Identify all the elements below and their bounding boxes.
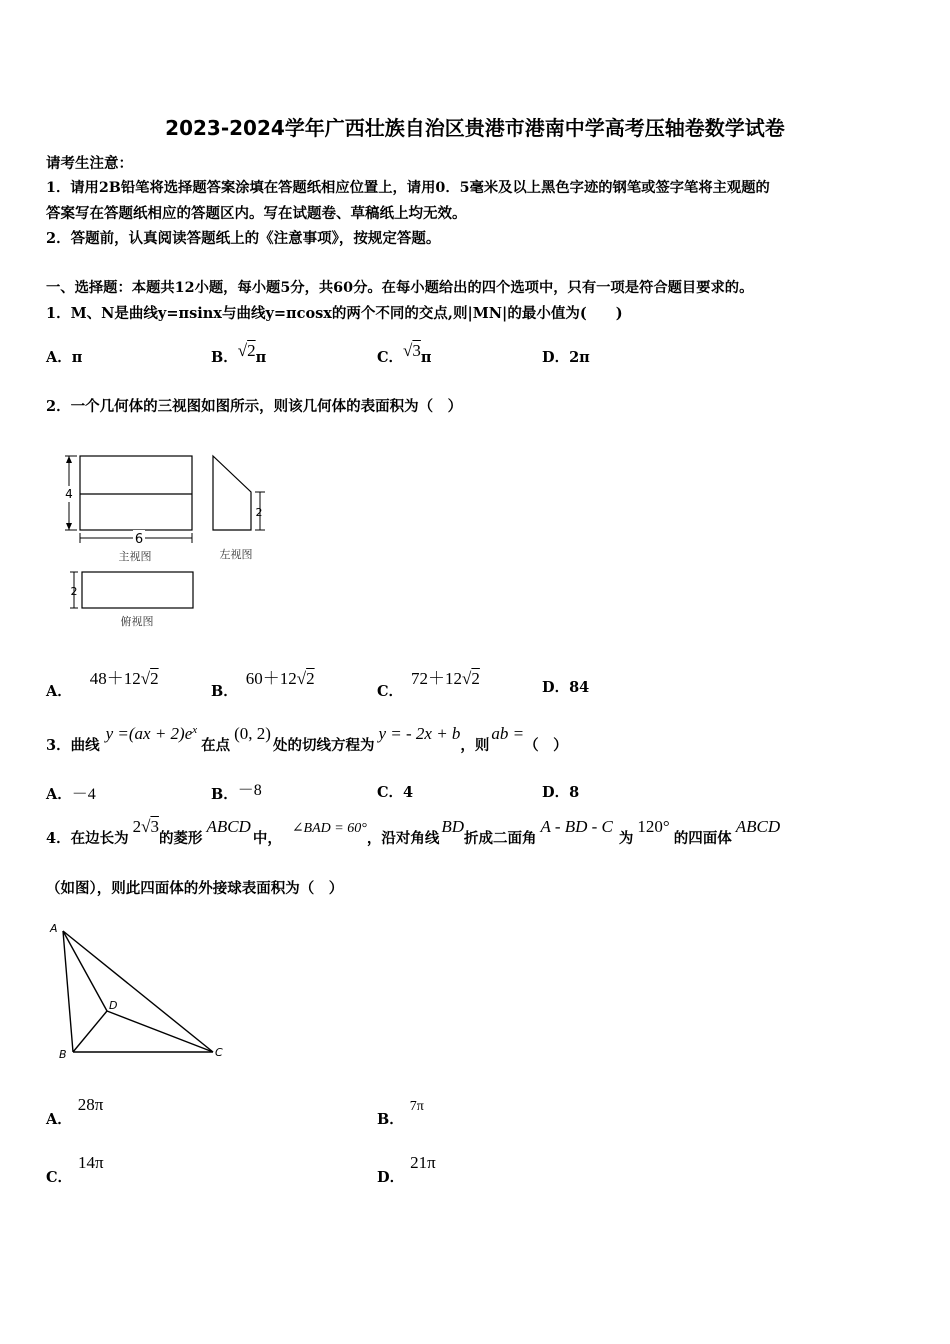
q4-text: 的菱形 bbox=[158, 830, 203, 847]
option-label: A． bbox=[46, 1111, 72, 1128]
sqrt-symbol: √ bbox=[140, 669, 151, 688]
option-label: B． bbox=[211, 349, 238, 366]
q1-option-c[interactable] bbox=[377, 340, 432, 366]
top-view-rect bbox=[82, 572, 193, 608]
q3-text: 3．曲线 bbox=[46, 737, 100, 754]
q3-text: ，则 bbox=[460, 737, 490, 754]
q3-option-d[interactable] bbox=[542, 781, 579, 802]
edge-ab bbox=[63, 931, 73, 1052]
question-3-stem bbox=[46, 723, 568, 754]
sqrt-symbol: √ bbox=[237, 341, 248, 360]
edge-bd bbox=[73, 1011, 107, 1052]
section-heading: 一、选择题：本题共12小题，每小题5分，共60分。在每小题给出的四个选项中，只有一项是符合题目要求的。 bbox=[46, 280, 754, 296]
notice-line-3: 2．答题前，认真阅读答题纸上的《注意事项》，按规定答题。 bbox=[46, 230, 441, 247]
option-expr: 60＋12 bbox=[245, 669, 297, 688]
option-label: B． bbox=[211, 683, 238, 700]
point: (0, 2) bbox=[234, 724, 271, 743]
option-value: －8 bbox=[237, 782, 262, 799]
option-label: D． bbox=[542, 679, 570, 696]
curve-exponent: x bbox=[192, 724, 198, 737]
option-value: 4 bbox=[403, 784, 414, 801]
vertex-c-label: C bbox=[215, 1046, 223, 1059]
option-value: 2π bbox=[569, 349, 590, 366]
sqrt-symbol: √ bbox=[403, 341, 413, 360]
option-label: A． bbox=[46, 349, 72, 366]
q4-option-b[interactable] bbox=[377, 1094, 424, 1128]
dim-4-label: 4 bbox=[65, 487, 73, 501]
q1-option-b[interactable] bbox=[211, 340, 267, 366]
option-label: C． bbox=[46, 1169, 73, 1186]
dim-2-side-label: 2 bbox=[255, 506, 263, 519]
option-value: 14π bbox=[78, 1153, 104, 1172]
radicand: 2 bbox=[306, 669, 315, 688]
q2-option-c[interactable] bbox=[377, 664, 480, 700]
three-view-figure bbox=[55, 448, 275, 633]
edge-ac bbox=[63, 931, 213, 1052]
q4-option-d[interactable] bbox=[377, 1152, 436, 1186]
edge-ad bbox=[63, 931, 107, 1011]
side-length: 2 bbox=[132, 817, 142, 836]
notice-line-2: 答案写在答题纸相应的答题区内。写在试题卷、草稿纸上均无效。 bbox=[46, 205, 467, 222]
option-label: B． bbox=[377, 1111, 404, 1128]
notice-heading: 请考生注意： bbox=[46, 155, 133, 172]
q4-text: 中， bbox=[252, 830, 282, 847]
dihedral-expr: A - BD - C bbox=[540, 817, 613, 836]
dim-2-top-label: 2 bbox=[70, 585, 78, 598]
q3-text: 在点 bbox=[201, 737, 231, 754]
option-value: 21π bbox=[410, 1153, 436, 1172]
option-label: C． bbox=[377, 683, 404, 700]
front-view-rect bbox=[80, 456, 192, 530]
question-1-stem: 1．M、N是曲线y=πsinx与曲线y=πcosx的两个不同的交点,则|MN|的最小值为( ) bbox=[46, 305, 623, 322]
option-label: D． bbox=[377, 1169, 405, 1186]
option-value: 84 bbox=[569, 679, 590, 696]
option-suffix: π bbox=[255, 349, 267, 366]
side-view-shape bbox=[213, 456, 251, 530]
tetrahedron-figure bbox=[45, 918, 235, 1063]
q4-text: 4．在边长为 bbox=[46, 830, 129, 847]
q2-option-d[interactable] bbox=[542, 676, 589, 697]
q3-option-a[interactable] bbox=[46, 781, 96, 804]
angle-expr: ∠BAD = 60° bbox=[291, 821, 367, 836]
radicand: 2 bbox=[247, 341, 256, 360]
q1-option-d[interactable] bbox=[542, 346, 590, 367]
option-value: 7π bbox=[409, 1099, 424, 1114]
vertex-a-label: A bbox=[50, 922, 58, 935]
page-title: 2023-2024学年广西壮族自治区贵港市港南中学高考压轴卷数学试卷 bbox=[165, 116, 785, 140]
q4-option-a[interactable] bbox=[46, 1094, 104, 1128]
q4-text: 为 bbox=[618, 830, 634, 847]
sqrt-symbol: √ bbox=[462, 669, 472, 688]
vertex-d-label: D bbox=[109, 999, 118, 1012]
tetrahedron-name: ABCD bbox=[735, 817, 781, 836]
dihedral-degree: 120° bbox=[637, 817, 670, 836]
option-expr: 72＋12 bbox=[411, 669, 463, 688]
option-label: A． bbox=[46, 786, 72, 803]
q4-option-c[interactable] bbox=[46, 1152, 104, 1186]
radicand: 2 bbox=[471, 669, 480, 688]
q4-text: 的四面体 bbox=[673, 830, 732, 847]
option-label: B． bbox=[211, 786, 238, 803]
product-expr: ab = bbox=[491, 724, 525, 743]
option-label: D． bbox=[542, 784, 570, 801]
question-4-line-2: （如图），则此四面体的外接球表面积为（ ） bbox=[46, 880, 344, 897]
front-view-label: 主视图 bbox=[118, 550, 152, 563]
option-value: 28π bbox=[77, 1095, 104, 1114]
radicand: 3 bbox=[412, 341, 421, 360]
option-suffix: π bbox=[420, 349, 432, 366]
radicand: 3 bbox=[150, 817, 159, 836]
curve-equation: y =(ax + 2)e bbox=[105, 724, 193, 743]
side-view-label: 左视图 bbox=[219, 548, 253, 561]
option-label: C． bbox=[377, 349, 404, 366]
q2-option-b[interactable] bbox=[211, 664, 315, 700]
option-value: π bbox=[71, 349, 83, 366]
question-4-stem bbox=[46, 816, 781, 847]
notice-line-1: 1．请用2B铅笔将选择题答案涂填在答题纸相应位置上，请用0．5毫米及以上黑色字迹的钢笔或签字笔将主观题的 bbox=[46, 180, 770, 196]
radicand: 2 bbox=[150, 669, 159, 688]
top-view-label: 俯视图 bbox=[120, 615, 154, 628]
option-value: －4 bbox=[71, 786, 96, 803]
option-value: 8 bbox=[569, 784, 580, 801]
q3-text: （ ） bbox=[524, 737, 568, 754]
option-label: A． bbox=[46, 683, 72, 700]
diagonal-name: BD bbox=[441, 817, 464, 836]
q1-option-a[interactable] bbox=[46, 346, 82, 367]
rhombus-name: ABCD bbox=[206, 817, 251, 836]
sqrt-symbol: √ bbox=[296, 669, 307, 688]
option-label: C． bbox=[377, 784, 404, 801]
q3-text: 处的切线方程为 bbox=[272, 737, 375, 754]
edge-dc bbox=[107, 1011, 213, 1052]
question-2-stem: 2．一个几何体的三视图如图所示，则该几何体的表面积为（ ） bbox=[46, 398, 463, 415]
tangent-equation: y = - 2x + b bbox=[378, 724, 461, 743]
q3-option-b[interactable] bbox=[211, 781, 262, 804]
q4-text: ，沿对角线 bbox=[366, 830, 440, 847]
q2-option-a[interactable] bbox=[46, 664, 159, 700]
q4-text: 折成二面角 bbox=[464, 830, 537, 847]
dim-6-label: 6 bbox=[134, 532, 144, 547]
sqrt-symbol: √ bbox=[141, 817, 151, 836]
option-expr: 48＋12 bbox=[89, 669, 141, 688]
option-label: D． bbox=[542, 349, 570, 366]
vertex-b-label: B bbox=[59, 1048, 67, 1061]
q3-option-c[interactable] bbox=[377, 781, 413, 802]
